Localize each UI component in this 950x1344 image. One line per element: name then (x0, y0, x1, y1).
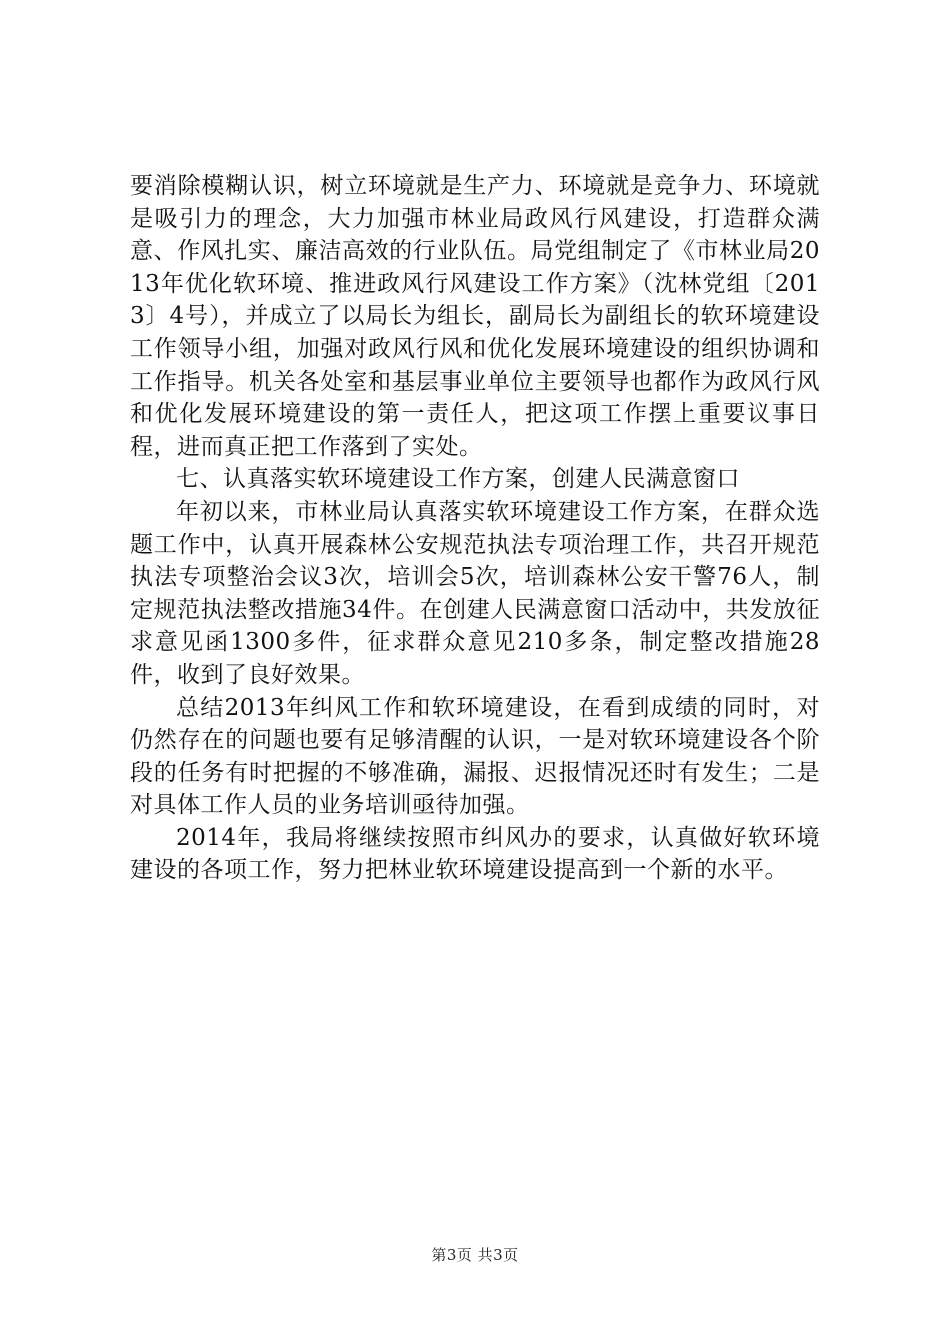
paragraph-continuation: 要消除模糊认识，树立环境就是生产力、环境就是竞争力、环境就是吸引力的理念，大力加强市林业局政风行风建设，打造群众满意、作风扎实、廉洁高效的行业队伍。局党组制定了《市林业局2013年优化软环境、推进政风行风建设工作方案》（沈林党组〔2013〕4号），并成立了以局长为组长，副局长为副组长的软环境建设工作领导小组，加强对政风行风和优化发展环境建设的组织协调和工作指导。机关各处室和基层事业单位主要领导也都作为政风行风和优化发展环境建设的第一责任人，把这项工作摆上重要议事日程，进而真正把工作落到了实处。 (130, 173, 820, 460)
paragraph-window-activities: 年初以来，市林业局认真落实软环境建设工作方案，在群众选题工作中，认真开展森林公安规范执法专项治理工作，共召开规范执法专项整治会议3次，培训会5次，培训森林公安干警76人，制定规范执法整改措施34件。在创建人民满意窗口活动中，共发放征求意见函1300多件，征求群众意见210多条，制定整改措施28件，收到了良好效果。 (130, 498, 820, 688)
section-heading: 七、认真落实软环境建设工作方案，创建人民满意窗口 (176, 466, 740, 493)
paragraph-summary: 总结2013年纠风工作和软环境建设，在看到成绩的同时，对仍然存在的问题也要有足够清醒的认识，一是对软环境建设各个阶段的任务有时把握的不够准确，漏报、迟报情况还时有发生；二是对具体工作人员的业务培训亟待加强。 (130, 694, 820, 819)
paragraph-outlook: 2014年，我局将继续按照市纠风办的要求，认真做好软环境建设的各项工作，努力把林业软环境建设提高到一个新的水平。 (130, 824, 820, 884)
page-number-footer: 第3页 共3页 (431, 1246, 519, 1264)
document-body (130, 170, 820, 887)
